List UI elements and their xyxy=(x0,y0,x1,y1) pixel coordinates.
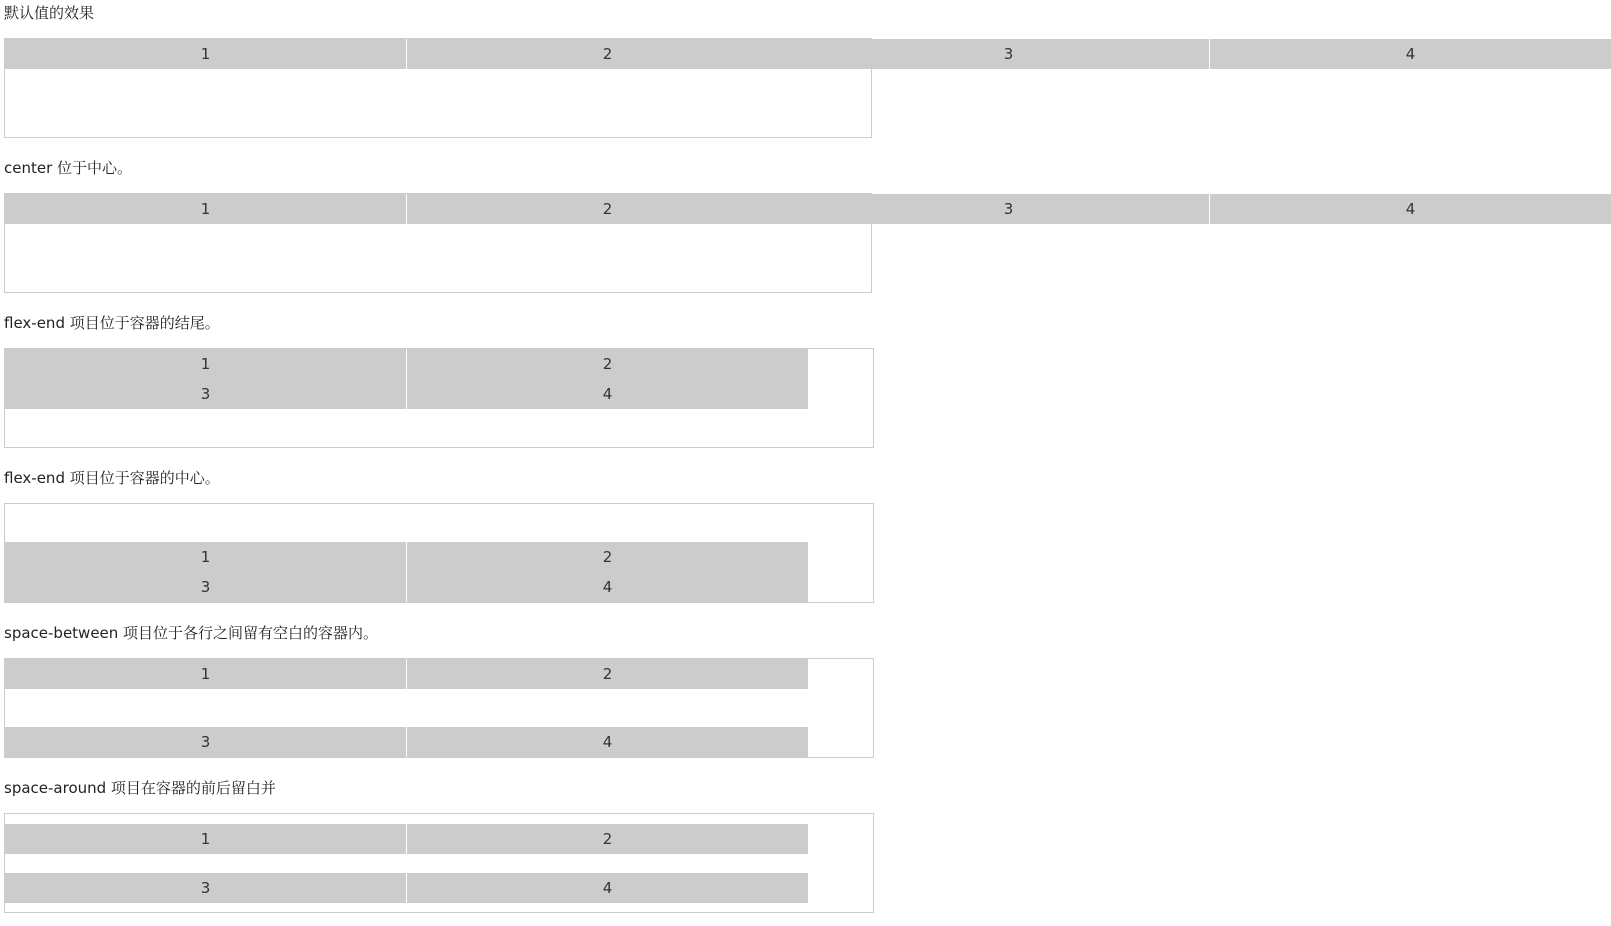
flex-container-default xyxy=(4,38,1416,138)
flex-item-4: 4 xyxy=(1210,39,1611,69)
flex-item-2: 2 xyxy=(407,349,808,379)
flex-item-3: 3 xyxy=(5,379,407,409)
flex-item-1: 1 xyxy=(5,542,407,572)
flex-item-4: 4 xyxy=(1210,194,1611,224)
flex-item-2: 2 xyxy=(407,39,808,69)
section-title-flex-start: flex-end 项目位于容器的结尾。 xyxy=(4,314,220,332)
flex-container-center xyxy=(4,193,1416,293)
section-title-space-around: space-around 项目在容器的前后留白并 xyxy=(4,779,276,797)
flex-item-4: 4 xyxy=(407,727,808,757)
flex-item-3: 3 xyxy=(5,572,407,602)
flex-item-2: 2 xyxy=(407,659,808,689)
flex-item-2: 2 xyxy=(407,194,808,224)
section-title-space-between: space-between 项目位于各行之间留有空白的容器内。 xyxy=(4,624,379,642)
flex-item-3: 3 xyxy=(808,194,1210,224)
flex-item-1: 1 xyxy=(5,349,407,379)
flex-line xyxy=(5,194,808,244)
flex-item-4: 4 xyxy=(407,572,808,602)
flex-line xyxy=(808,39,1611,89)
section-title-center: center 位于中心。 xyxy=(4,159,133,177)
section-title-flex-end: flex-end 项目位于容器的中心。 xyxy=(4,469,220,487)
flex-item-2: 2 xyxy=(407,824,808,854)
flex-item-4: 4 xyxy=(407,379,808,409)
flex-item-3: 3 xyxy=(808,39,1210,69)
flex-container-flex-start xyxy=(4,348,874,448)
flex-item-3: 3 xyxy=(5,727,407,757)
flex-container-space-between xyxy=(4,658,874,758)
flex-item-1: 1 xyxy=(5,194,407,224)
flex-line xyxy=(808,194,1611,244)
flex-item-4: 4 xyxy=(407,873,808,903)
flex-item-1: 1 xyxy=(5,39,407,69)
flex-item-2: 2 xyxy=(407,542,808,572)
section-title-default: 默认值的效果 xyxy=(4,4,95,22)
flex-item-1: 1 xyxy=(5,659,407,689)
flex-line xyxy=(5,39,808,89)
flex-container-space-around xyxy=(4,813,874,913)
flex-container-flex-end xyxy=(4,503,874,603)
flex-item-1: 1 xyxy=(5,824,407,854)
flex-item-3: 3 xyxy=(5,873,407,903)
